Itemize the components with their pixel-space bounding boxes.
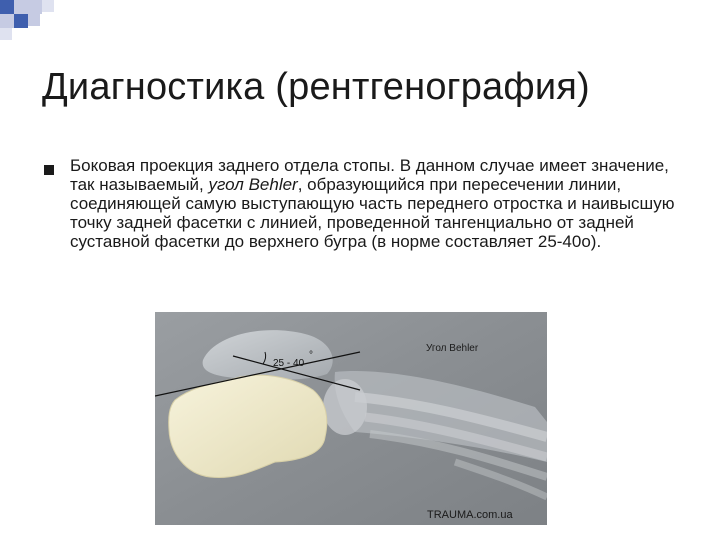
figure-caption: Угол Behler — [426, 343, 479, 354]
angle-degree: ° — [309, 350, 313, 361]
watermark: TRAUMA.com.ua — [427, 509, 513, 521]
corner-decoration — [0, 0, 60, 45]
paragraph-emphasis: угол Behler — [208, 175, 298, 194]
bullet-marker — [44, 165, 54, 175]
paragraph-part1: Боковая проекция заднего отдела стопы. В данном случае имеет значение, так называемый, — [70, 156, 669, 194]
slide-paragraph — [70, 156, 690, 251]
xray-image — [155, 312, 547, 525]
paragraph-part2: , образующийся при пересечении линии, соединяющей самую выступающую часть переднего отростка и наивысшую точку задней фасетки с линией, проведенной тангенциально от задней суставной фасетки до верхнего бугра (в норме составляет 25-40о). — [70, 175, 675, 251]
angle-label: 25 - 40 — [273, 358, 305, 369]
slide-title: Диагностика (рентгенография) — [42, 66, 590, 108]
